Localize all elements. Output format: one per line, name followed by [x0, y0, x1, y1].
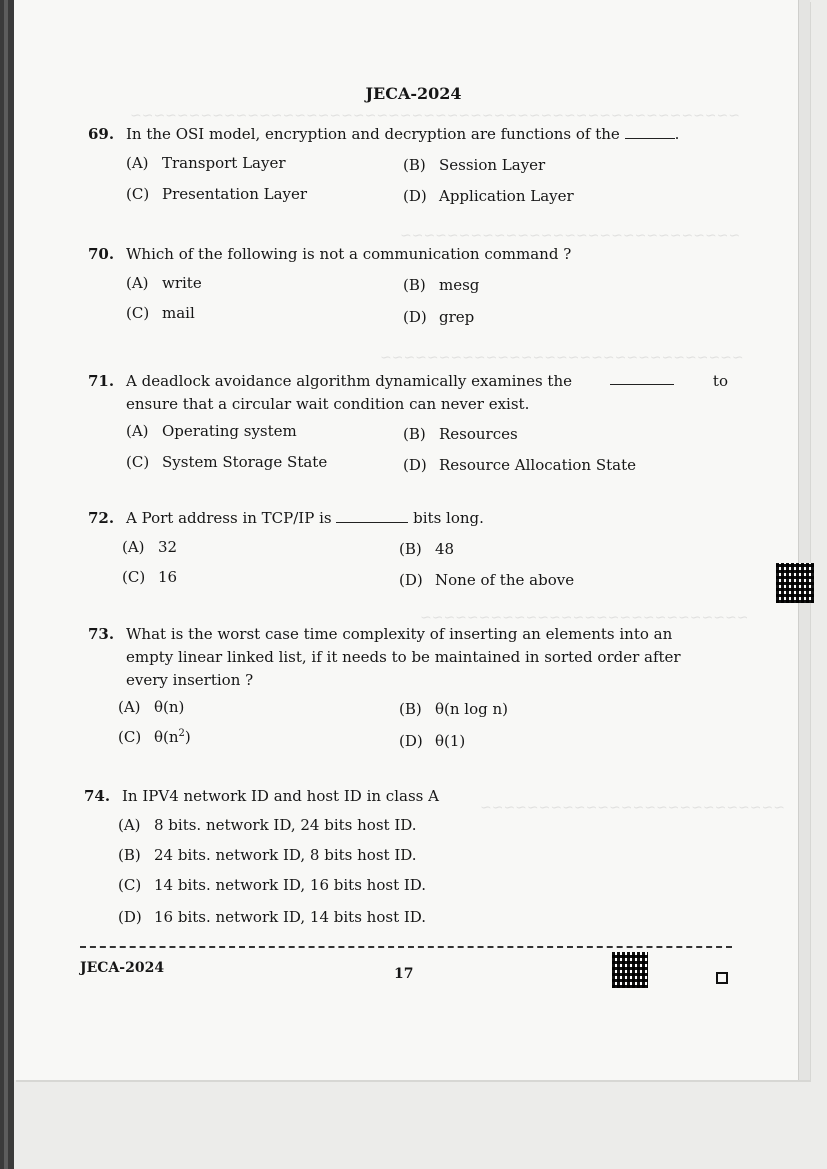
qr-code-footer: [612, 952, 648, 988]
qr-code-side: [776, 563, 814, 603]
option-a: (A) Transport Layer: [126, 154, 286, 172]
bleed-through-text: ~~~~~~~~~~~~~~~~~~~~~~~~~~: [480, 800, 785, 816]
scan-edge-left-inner: [4, 0, 8, 1169]
option-c: (C) 14 bits. network ID, 16 bits host ID.: [118, 876, 427, 894]
question-text-line1: What is the worst case time complexity of inserting an elements into an: [126, 625, 673, 643]
question-69: 69. In the OSI model, encryption and decryption are functions of the . (A) Transport Layer (B) Session Layer (C) Presentation Layer (D) Application Layer: [88, 125, 680, 205]
option-c: (C) System Storage State: [126, 453, 328, 471]
question-73: [88, 623, 728, 750]
question-number: 71.: [88, 372, 115, 390]
question-text: In IPV4 network ID and host ID in class A: [122, 787, 439, 805]
bleed-through-text: ~~~~~~~~~~~~~~~~~~~~~~~~~~~~: [420, 610, 749, 626]
question-74: [84, 785, 724, 926]
option-b: (B) mesg: [403, 276, 480, 294]
question-number: 70.: [88, 245, 115, 263]
question-70: [88, 243, 728, 326]
question-number: 72.: [88, 509, 115, 527]
option-b: (B) 48: [399, 540, 455, 558]
bleed-through-text: ~~~~~~~~~~~~~~~~~~~~~~~~~~~~~~~~~~~~~~~~~~~~~~~~~~~~: [130, 108, 740, 124]
option-b: (B) Resources: [403, 425, 518, 443]
question-text: A deadlock avoidance algorithm dynamically examines the: [126, 372, 572, 390]
option-a: (A) Operating system: [126, 422, 297, 440]
option-c: (C) mail: [126, 304, 195, 322]
bleed-through-text: ~~~~~~~~~~~~~~~~~~~~~~~~~~~~~: [400, 228, 741, 244]
option-a: (A) θ(n): [118, 698, 185, 716]
question-72: 72. A Port address in TCP/IP is bits long. (A) 32 (B) 48 (C) 16 (D) None of the above: [88, 509, 575, 589]
option-b: (B) Session Layer: [403, 156, 546, 174]
question-text-line3: every insertion ?: [126, 671, 254, 689]
bleed-through-text: ~~~~~~~~~~~~~~~~~~~~~~~~~~~~~~~: [380, 350, 744, 366]
question-text: In the OSI model, encryption and decryption are functions of the: [126, 125, 620, 143]
question-text-line2: ensure that a circular wait condition can never exist.: [126, 395, 530, 413]
answer-blank: [610, 370, 674, 385]
option-b: (B) θ(n log n): [399, 700, 509, 718]
option-d: (D) θ(1): [399, 732, 466, 750]
footer-exam-code: JECA-2024: [80, 960, 165, 976]
option-d: (D) Application Layer: [403, 187, 574, 205]
page-number: 17: [394, 966, 414, 982]
option-d: (D) None of the above: [399, 571, 575, 589]
question-71: 71. A deadlock avoidance algorithm dynamically examines the to ensure that a circular wait condition can never exist. (A) Operating system (B) Resources (C) System Storage State (D) Resource Allocation State: [88, 372, 728, 474]
option-c: (C) 16: [122, 568, 178, 586]
option-a: (A) write: [126, 274, 202, 292]
question-number: 74.: [84, 787, 111, 805]
page-header-title: JECA-2024: [365, 84, 462, 103]
option-c: (C) $\theta(n^2)$: [118, 728, 191, 746]
option-d: (D) Resource Allocation State: [403, 456, 637, 474]
option-b: (B) 24 bits. network ID, 8 bits host ID.: [118, 846, 417, 864]
option-a: (A) 32: [122, 538, 178, 556]
answer-blank: [336, 508, 408, 523]
option-c: (C) Presentation Layer: [126, 185, 308, 203]
answer-blank: [625, 124, 675, 139]
question-number: 69.: [88, 125, 115, 143]
option-a: (A) 8 bits. network ID, 24 bits host ID.: [118, 816, 417, 834]
question-text-line2: empty linear linked list, if it needs to be maintained in sorted order after: [126, 648, 681, 666]
option-d: (D) grep: [403, 308, 475, 326]
question-text: A Port address in TCP/IP is: [126, 509, 332, 527]
footer-divider: [80, 946, 732, 948]
registration-mark: [716, 972, 728, 984]
question-number: 73.: [88, 625, 115, 643]
question-text: Which of the following is not a communication command ?: [126, 245, 572, 263]
option-d: (D) 16 bits. network ID, 14 bits host ID.: [118, 908, 427, 926]
page-fold-edge: [798, 0, 810, 1080]
